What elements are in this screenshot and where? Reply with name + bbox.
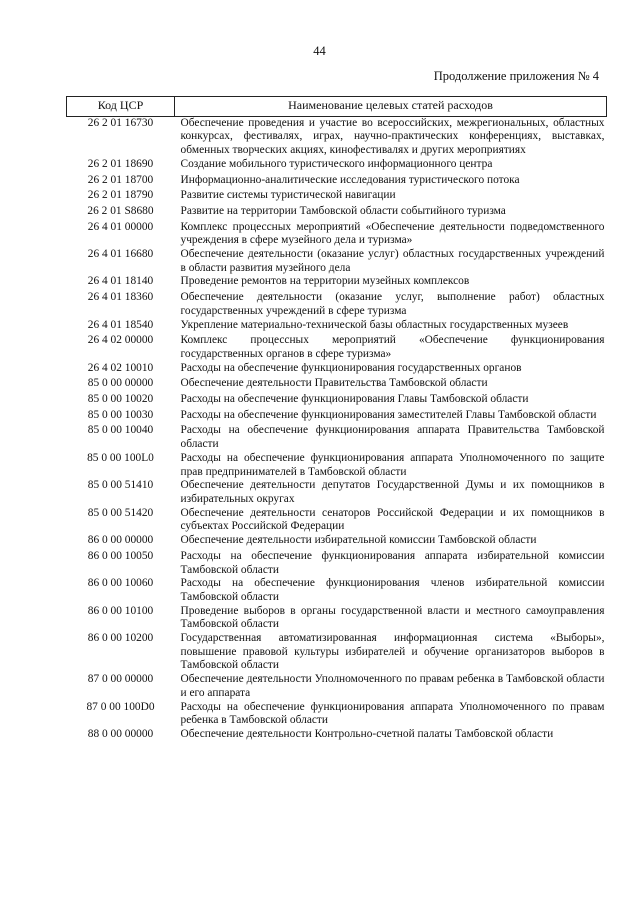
row-name-cell: Расходы на обеспечение функционирования членов избирательной комиссии Тамбовской области [180, 577, 605, 603]
row-code-cell: 88 0 00 00000 [87, 727, 154, 740]
table-row [67, 409, 607, 425]
row-name-cell: Проведение ремонтов на территории музейных комплексов [180, 275, 470, 288]
table-row [67, 479, 607, 506]
row-code-cell: 26 4 01 18360 [87, 291, 154, 304]
table-row [67, 116, 607, 158]
row-code-cell: 87 0 00 00000 [87, 673, 154, 686]
row-code-cell: 86 0 00 10200 [87, 632, 154, 645]
row-code-cell: 86 0 00 10100 [87, 604, 154, 617]
row-name-cell: Расходы на обеспечение функционирования заместителей Главы Тамбовской области [180, 408, 597, 421]
row-name-cell: Развитие на территории Тамбовской области событийного туризма [180, 204, 506, 217]
row-code-cell: 26 2 01 16730 [87, 116, 154, 129]
table-row [67, 550, 607, 577]
table-row [67, 605, 607, 632]
row-code-cell: 26 4 02 00000 [87, 334, 154, 347]
table-row [67, 632, 607, 673]
table-row [67, 189, 607, 205]
table-row [67, 534, 607, 550]
table-row [67, 362, 607, 378]
row-name-cell: Расходы на обеспечение функционирования аппарата Уполномоченного по защите прав предпринимателей в Тамбовской области [180, 451, 605, 478]
table-row [67, 424, 607, 451]
table-row [67, 158, 607, 174]
table-header-row [67, 97, 607, 117]
row-code-cell: 85 0 00 10030 [87, 408, 154, 421]
row-code-cell: 26 4 02 10010 [87, 361, 154, 374]
table-row [67, 291, 607, 318]
table-row [67, 221, 607, 248]
table-row [67, 673, 607, 700]
table-row [67, 319, 607, 335]
row-code-cell: 85 0 00 51410 [87, 479, 154, 492]
row-code-cell: 26 2 01 18690 [87, 157, 154, 170]
row-name-cell: Укрепление материально-технической базы областных государственных музеев [180, 318, 569, 331]
table-row [67, 275, 607, 291]
row-code-cell: 26 2 01 S8680 [87, 204, 154, 217]
row-name-cell: Комплекс процессных мероприятий «Обеспечение функционирования государственных органов в сфере туризма» [180, 334, 605, 360]
table-row [67, 452, 607, 479]
row-name-cell: Обеспечение деятельности Правительства Тамбовской области [180, 377, 488, 390]
row-name-cell: Расходы на обеспечение функционирования Главы Тамбовской области [180, 393, 529, 406]
row-code-cell: 86 0 00 10050 [87, 549, 154, 562]
budget-items-table [66, 96, 607, 744]
table-row [67, 701, 607, 728]
row-code-cell: 26 4 01 18540 [87, 318, 154, 331]
row-code-cell: 26 2 01 18700 [87, 173, 154, 186]
row-code-cell: 86 0 00 10060 [87, 577, 154, 590]
table-row [67, 393, 607, 409]
row-name-cell: Расходы на обеспечение функционирования государственных органов [180, 361, 522, 374]
row-name-cell: Обеспечение деятельности избирательной комиссии Тамбовской области [180, 534, 537, 547]
table-row [67, 507, 607, 534]
table-row [67, 248, 607, 275]
column-header-name: Наименование целевых статей расходов [175, 97, 607, 117]
row-code-cell: 26 4 01 18140 [87, 275, 154, 288]
row-name-cell: Информационно-аналитические исследования туристического потока [180, 173, 520, 186]
row-name-cell: Расходы на обеспечение функционирования аппарата Уполномоченного по правам ребенка в Тамбовской области [180, 700, 605, 727]
row-code-cell: 87 0 00 100D0 [86, 700, 155, 713]
row-code-cell: 85 0 00 00000 [87, 377, 154, 390]
row-code-cell: 26 4 01 00000 [87, 220, 154, 233]
row-name-cell: Обеспечение деятельности Контрольно-счетной палаты Тамбовской области [180, 727, 554, 740]
row-name-cell: Государственная автоматизированная информационная система «Выборы», повышение правовой культуры избирателей и обучение организаторов выборов в Тамбовской области [180, 632, 605, 672]
row-code-cell: 85 0 00 10020 [87, 393, 154, 406]
row-code-cell: 85 0 00 100L0 [87, 451, 154, 464]
row-code-cell: 26 4 01 16680 [87, 248, 154, 261]
row-code-cell: 86 0 00 00000 [87, 534, 154, 547]
row-name-cell: Создание мобильного туристического информационного центра [180, 157, 493, 170]
table-row [67, 174, 607, 190]
row-code-cell: 85 0 00 10040 [87, 424, 154, 437]
row-name-cell: Обеспечение деятельности (оказание услуг, выполнение работ) областных государственных учреждений в сфере туризма [180, 291, 605, 317]
row-name-cell: Развитие системы туристической навигации [180, 189, 396, 202]
table-row [67, 205, 607, 221]
table-row [67, 334, 607, 361]
table-row [67, 577, 607, 604]
table-body [67, 116, 607, 743]
row-code-cell: 26 2 01 18790 [87, 189, 154, 202]
page-number: 44 [313, 44, 326, 58]
row-name-cell: Обеспечение деятельности депутатов Государственной Думы и их помощников в избирательных округах [180, 479, 605, 505]
table-row [67, 728, 607, 744]
table-row [67, 377, 607, 393]
appendix-continuation-label: Продолжение приложения № 4 [433, 69, 599, 83]
row-name-cell: Расходы на обеспечение функционирования аппарата избирательной комиссии Тамбовской области [180, 549, 605, 576]
row-name-cell: Обеспечение проведения и участие во всероссийских, межрегиональных, областных конкурсах, фестивалях, играх, научно-практических конференциях, выставках, обменных творческих акциях, кинофестивалях и других мероприятиях [180, 116, 605, 157]
column-header-code: Код ЦСР [67, 97, 175, 117]
row-name-cell: Проведение выборов в органы государственной власти и местного самоуправления Тамбовской области [180, 604, 605, 631]
row-name-cell: Расходы на обеспечение функционирования аппарата Правительства Тамбовской области [180, 424, 605, 451]
row-name-cell: Обеспечение деятельности сенаторов Российской Федерации и их помощников в субъектах Российской Федерации [180, 506, 605, 533]
row-name-cell: Комплекс процессных мероприятий «Обеспечение деятельности подведомственного учреждения в сфере музейного дела и туризма» [180, 220, 605, 247]
row-name-cell: Обеспечение деятельности (оказание услуг) областных государственных учреждений в области развития музейного дела [180, 248, 605, 274]
row-name-cell: Обеспечение деятельности Уполномоченного по правам ребенка в Тамбовской области и его аппарата [180, 673, 605, 699]
row-code-cell: 85 0 00 51420 [87, 506, 154, 519]
